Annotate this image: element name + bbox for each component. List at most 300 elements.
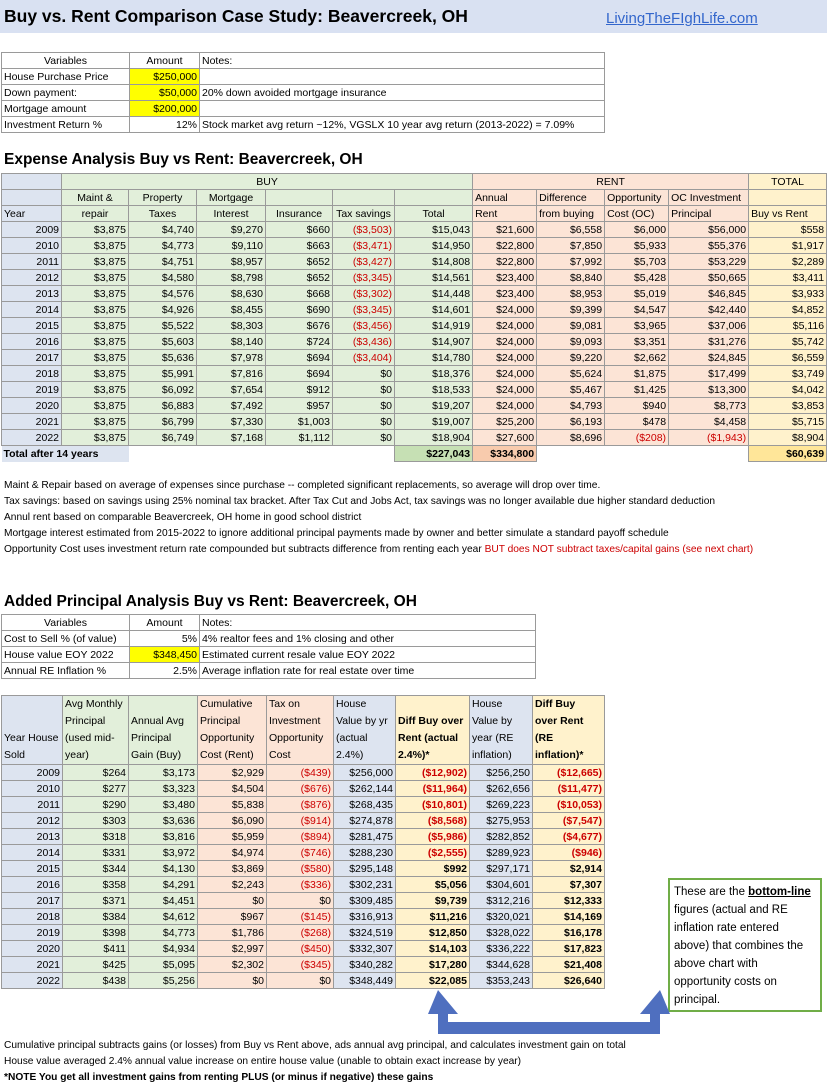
principal-cell: $3,972 [129,845,198,861]
expense-cell: $8,904 [749,430,827,446]
variables-cell: $50,000 [130,85,200,101]
principal-cell: ($11,964) [396,781,470,797]
footer-note: *NOTE You get all investment gains from renting PLUS (or minus if negative) these gains [4,1072,434,1083]
expense-cell: $3,853 [749,398,827,414]
principal-cell: ($876) [267,797,334,813]
expense-cell: $5,116 [749,318,827,334]
footer-note: House value averaged 2.4% annual value increase on entire house value (unable to obtain exact increase by year) [4,1056,522,1067]
principal-cell: ($8,568) [396,813,470,829]
expense-cell: $5,603 [129,334,197,350]
principal-cell: $340,282 [334,957,396,973]
expense-cell: $5,522 [129,318,197,334]
expense-group-row [2,174,827,190]
expense-cell: $0 [333,430,395,446]
expense-cell: $957 [266,398,333,414]
expense-cell: $9,399 [537,302,605,318]
principal-header-cell: inflation) [470,747,533,765]
principal-cell: $256,000 [334,765,396,781]
principal-cell: ($946) [533,845,605,861]
principal-header-cell: Year House [2,730,63,747]
expense-header-cell: from buying [537,206,605,222]
principal-cell: ($7,547) [533,813,605,829]
expense-cell: $3,875 [62,414,129,430]
principal-variables-table [1,614,536,679]
principal-header-cell: Principal [63,713,129,730]
principal-cell: 2020 [2,941,63,957]
expense-cell: $1,917 [749,238,827,254]
principal-cell: $274,878 [334,813,396,829]
principal-cell: ($894) [267,829,334,845]
expense-cell: $24,845 [669,350,749,366]
expense-cell: $8,455 [197,302,266,318]
expense-cell: $690 [266,302,333,318]
principal-cell: $288,230 [334,845,396,861]
expense-cell: $3,875 [62,430,129,446]
principal-row [2,829,605,845]
total-rent: $334,800 [473,446,537,462]
principal-cell: $2,302 [198,957,267,973]
expense-cell: $1,003 [266,414,333,430]
total-buy: $227,043 [395,446,473,462]
expense-cell: $4,793 [537,398,605,414]
principal-cell: ($914) [267,813,334,829]
expense-cell: $5,991 [129,366,197,382]
principal-cell: $348,449 [334,973,396,989]
principal-cell: $269,223 [470,797,533,813]
principal-cell: $277 [63,781,129,797]
principal-cell: $3,869 [198,861,267,877]
principal-variables-header-row [2,615,536,631]
expense-cell: ($1,943) [669,430,749,446]
expense-note [4,544,753,560]
expense-cell: $668 [266,286,333,302]
expense-cell: $7,654 [197,382,266,398]
principal-cell: $5,095 [129,957,198,973]
principal-variables-row [2,663,536,679]
expense-cell: $3,875 [62,334,129,350]
expense-row [2,430,827,446]
principal-cell: $3,480 [129,797,198,813]
expense-cell: $15,043 [395,222,473,238]
expense-note-text: Opportunity Cost uses investment return rate compounded but subtracts difference from renting each year [4,544,485,555]
variables-cell: Down payment: [2,85,130,101]
principal-cell: $2,929 [198,765,267,781]
variables-cell [200,101,605,117]
footer-notes [4,1040,626,1088]
principal-cell: 2018 [2,909,63,925]
expense-cell: $6,559 [749,350,827,366]
total-spacer [537,446,749,462]
expense-cell: $4,580 [129,270,197,286]
expense-cell: $5,703 [605,254,669,270]
variables-cell: 12% [130,117,200,133]
principal-variables-cell: House value EOY 2022 [2,647,130,663]
principal-header-cell: House [334,696,396,714]
expense-cell: $56,000 [669,222,749,238]
expense-cell: 2010 [2,238,62,254]
principal-variables-row [2,631,536,647]
principal-row [2,765,605,781]
expense-cell: $5,636 [129,350,197,366]
expense-cell: $7,992 [537,254,605,270]
principal-cell: $17,823 [533,941,605,957]
principal-cell: $304,601 [470,877,533,893]
expense-cell: $24,000 [473,366,537,382]
expense-cell: $4,852 [749,302,827,318]
expense-cell: $660 [266,222,333,238]
principal-cell: $5,838 [198,797,267,813]
expense-cell: $14,907 [395,334,473,350]
expense-cell: $5,428 [605,270,669,286]
expense-cell: $3,749 [749,366,827,382]
expense-cell: $23,400 [473,286,537,302]
principal-cell: $4,773 [129,925,198,941]
principal-variables-cell: Annual RE Inflation % [2,663,130,679]
expense-cell: $4,751 [129,254,197,270]
expense-cell: $14,808 [395,254,473,270]
principal-row [2,845,605,861]
principal-cell: $268,435 [334,797,396,813]
expense-cell: $14,601 [395,302,473,318]
expense-cell: $19,007 [395,414,473,430]
principal-cell: $344 [63,861,129,877]
principal-cell: $275,953 [470,813,533,829]
principal-header-cell: Diff Buy over [396,713,470,730]
expense-header-cell: Total [395,206,473,222]
principal-cell: $384 [63,909,129,925]
expense-cell: $19,207 [395,398,473,414]
principal-cell: $295,148 [334,861,396,877]
variables-cell: Mortgage amount [2,101,130,117]
expense-notes [4,480,753,560]
expense-cell: $724 [266,334,333,350]
expense-cell: $8,957 [197,254,266,270]
expense-cell: $5,715 [749,414,827,430]
principal-row [2,973,605,989]
principal-header-cell [129,696,198,714]
expense-cell: $0 [333,366,395,382]
principal-cell: $16,178 [533,925,605,941]
expense-cell: 2013 [2,286,62,302]
principal-cell: $438 [63,973,129,989]
expense-cell: $24,000 [473,398,537,414]
expense-cell: $9,220 [537,350,605,366]
principal-cell: 2019 [2,925,63,941]
principal-variables-header-cell: Notes: [200,615,536,631]
expense-cell: $7,850 [537,238,605,254]
principal-cell: $4,974 [198,845,267,861]
variables-row [2,69,605,85]
variables-cell: House Purchase Price [2,69,130,85]
expense-row [2,334,827,350]
principal-cell: $992 [396,861,470,877]
principal-header-cell: year (RE [470,730,533,747]
principal-cell: ($5,986) [396,829,470,845]
expense-cell: $6,749 [129,430,197,446]
principal-cell: $262,656 [470,781,533,797]
expense-cell: ($3,302) [333,286,395,302]
expense-cell: $3,875 [62,318,129,334]
expense-header-cell [749,190,827,206]
principal-cell: $297,171 [470,861,533,877]
principal-cell: ($11,477) [533,781,605,797]
principal-header-row [2,730,605,747]
expense-header-cell: Property [129,190,197,206]
expense-header-cell: Interest [197,206,266,222]
expense-cell: $24,000 [473,302,537,318]
principal-cell: $3,636 [129,813,198,829]
principal-cell: $3,323 [129,781,198,797]
variables-row [2,101,605,117]
expense-cell: $23,400 [473,270,537,286]
principal-cell: 2010 [2,781,63,797]
expense-header-cell [2,190,62,206]
principal-cell: $5,959 [198,829,267,845]
expense-cell: 2020 [2,398,62,414]
variables-header-cell: Notes: [200,53,605,69]
expense-cell: ($3,345) [333,270,395,286]
principal-cell: ($268) [267,925,334,941]
expense-cell: $4,547 [605,302,669,318]
expense-cell: $7,330 [197,414,266,430]
principal-header-cell: Principal [129,730,198,747]
principal-cell: ($10,053) [533,797,605,813]
principal-cell: $14,169 [533,909,605,925]
group-total-label: TOTAL [749,174,827,190]
principal-header-cell: over Rent [533,713,605,730]
principal-variables-cell: Average inflation rate for real estate over time [200,663,536,679]
principal-header-cell: Avg Monthly [63,696,129,714]
callout-text-post: figures (actual and RE inflation rate entered above) that combines the above chart with opportunity costs on principal. [674,904,804,1006]
expense-cell: $5,019 [605,286,669,302]
page-title: Buy vs. Rent Comparison Case Study: Beavercreek, OH [4,6,468,26]
expense-cell: $3,933 [749,286,827,302]
expense-row [2,382,827,398]
principal-variables-cell: Estimated current resale value EOY 2022 [200,647,536,663]
expense-header-cell [395,190,473,206]
principal-cell: 2012 [2,813,63,829]
expense-header-cell: Year [2,206,62,222]
expense-cell: $912 [266,382,333,398]
expense-cell: $6,000 [605,222,669,238]
principal-cell: $371 [63,893,129,909]
site-link[interactable]: LivingTheFIghLife.com [606,10,758,27]
principal-cell: $303 [63,813,129,829]
principal-variables-cell: 4% realtor fees and 1% closing and other [200,631,536,647]
expense-cell: $4,042 [749,382,827,398]
expense-cell: $9,110 [197,238,266,254]
callout-text-strong: bottom-line [748,886,811,898]
expense-cell: $8,140 [197,334,266,350]
principal-header-cell [396,696,470,714]
principal-cell: $3,816 [129,829,198,845]
expense-row [2,414,827,430]
principal-cell: $22,085 [396,973,470,989]
variables-table [1,52,605,133]
principal-cell: $290 [63,797,129,813]
expense-cell: $1,425 [605,382,669,398]
expense-cell: $46,845 [669,286,749,302]
footer-note: Cumulative principal subtracts gains (or losses) from Buy vs Rent above, ads annual avg principal, and calculates investment gain on total [4,1040,626,1051]
expense-row [2,398,827,414]
expense-cell: ($3,456) [333,318,395,334]
expense-cell: $4,926 [129,302,197,318]
expense-cell: $18,533 [395,382,473,398]
expense-total-row [2,446,827,462]
expense-cell: $24,000 [473,334,537,350]
expense-cell: 2012 [2,270,62,286]
principal-cell: $2,243 [198,877,267,893]
principal-header-cell: Tax on [267,696,334,714]
expense-cell: $6,799 [129,414,197,430]
expense-cell: $50,665 [669,270,749,286]
principal-cell: $7,307 [533,877,605,893]
expense-cell: $14,780 [395,350,473,366]
expense-cell: $478 [605,414,669,430]
principal-header-cell: Sold [2,747,63,765]
expense-cell: $14,919 [395,318,473,334]
principal-cell: $0 [267,893,334,909]
expense-cell: $0 [333,398,395,414]
variables-header-cell: Amount [130,53,200,69]
principal-row [2,909,605,925]
principal-cell: $4,612 [129,909,198,925]
expense-cell: $5,933 [605,238,669,254]
group-rent-label: RENT [473,174,749,190]
principal-row [2,925,605,941]
expense-cell: $7,492 [197,398,266,414]
principal-header-cell: Gain (Buy) [129,747,198,765]
principal-header-cell: Opportunity [267,730,334,747]
principal-cell: $312,216 [470,893,533,909]
expense-cell: $37,006 [669,318,749,334]
expense-cell: 2014 [2,302,62,318]
expense-header-cell: Taxes [129,206,197,222]
principal-row [2,941,605,957]
expense-cell: $4,740 [129,222,197,238]
principal-cell: $398 [63,925,129,941]
expense-header-row [2,206,827,222]
principal-header-cell: year) [63,747,129,765]
expense-cell: $14,950 [395,238,473,254]
expense-note: Tax savings: based on savings using 25% nominal tax bracket. After Tax Cut and Jobs Act, tax savings was no longer available due higher standard deduction [4,496,716,507]
expense-cell: $3,875 [62,302,129,318]
expense-cell: $31,276 [669,334,749,350]
expense-cell: $3,965 [605,318,669,334]
expense-cell: $652 [266,270,333,286]
group-buy-label: BUY [62,174,473,190]
principal-header-cell [2,713,63,730]
principal-cell: ($4,677) [533,829,605,845]
total-label: Total after 14 years [2,446,129,462]
principal-cell: $264 [63,765,129,781]
expense-header-cell: Mortgage [197,190,266,206]
principal-header-cell: Opportunity [198,730,267,747]
principal-cell: ($12,902) [396,765,470,781]
expense-cell: $3,875 [62,350,129,366]
variables-header-row [2,53,605,69]
variables-cell: $250,000 [130,69,200,85]
principal-cell: ($345) [267,957,334,973]
principal-cell: $331 [63,845,129,861]
principal-cell: $2,997 [198,941,267,957]
principal-header-cell: Value by [470,713,533,730]
total-spacer [129,446,395,462]
expense-cell: ($3,471) [333,238,395,254]
principal-cell: $332,307 [334,941,396,957]
expense-cell: $3,875 [62,382,129,398]
expense-header-cell: Maint & [62,190,129,206]
principal-row [2,957,605,973]
expense-cell: 2011 [2,254,62,270]
principal-cell: ($10,801) [396,797,470,813]
expense-cell: ($3,436) [333,334,395,350]
principal-cell: $302,231 [334,877,396,893]
principal-header-cell: Rent (actual [396,730,470,747]
expense-cell: $3,875 [62,286,129,302]
principal-cell: ($336) [267,877,334,893]
principal-header-cell: Annual Avg [129,713,198,730]
variables-header-cell: Variables [2,53,130,69]
principal-cell: $5,256 [129,973,198,989]
expense-cell: $4,773 [129,238,197,254]
expense-cell: $25,200 [473,414,537,430]
expense-cell: $3,875 [62,398,129,414]
expense-cell: $8,630 [197,286,266,302]
principal-cell: $4,291 [129,877,198,893]
principal-cell: $281,475 [334,829,396,845]
principal-heading: Added Principal Analysis Buy vs Rent: Beavercreek, OH [4,593,417,610]
variables-cell: 20% down avoided mortgage insurance [200,85,605,101]
expense-cell: $5,467 [537,382,605,398]
principal-header-cell: Investment [267,713,334,730]
principal-table [1,695,605,989]
principal-cell: $0 [198,973,267,989]
expense-cell: $3,875 [62,254,129,270]
expense-table [1,173,827,462]
expense-header-cell: Cost (OC) [605,206,669,222]
expense-cell: $14,561 [395,270,473,286]
expense-cell: ($3,427) [333,254,395,270]
principal-header-cell: 2.4%)* [396,747,470,765]
principal-cell: $4,130 [129,861,198,877]
expense-cell: $55,376 [669,238,749,254]
expense-header-cell: repair [62,206,129,222]
expense-header-cell: Annual [473,190,537,206]
principal-cell: ($450) [267,941,334,957]
expense-cell: $7,978 [197,350,266,366]
expense-cell: $13,300 [669,382,749,398]
principal-header-cell: (RE [533,730,605,747]
expense-note: Maint & Repair based on average of expenses since purchase -- completed significant replacements, so average will drop over time. [4,480,601,491]
expense-cell: $8,953 [537,286,605,302]
principal-cell: ($580) [267,861,334,877]
expense-cell: $8,696 [537,430,605,446]
principal-row [2,861,605,877]
expense-header-cell: OC Investment [669,190,749,206]
principal-cell: $1,786 [198,925,267,941]
expense-row [2,350,827,366]
expense-cell: 2009 [2,222,62,238]
principal-cell: $256,250 [470,765,533,781]
principal-cell: $4,451 [129,893,198,909]
expense-row [2,366,827,382]
principal-header-row [2,696,605,714]
expense-cell: 2022 [2,430,62,446]
principal-header-cell: Cost (Rent) [198,747,267,765]
variables-row [2,117,605,133]
principal-cell: $344,628 [470,957,533,973]
